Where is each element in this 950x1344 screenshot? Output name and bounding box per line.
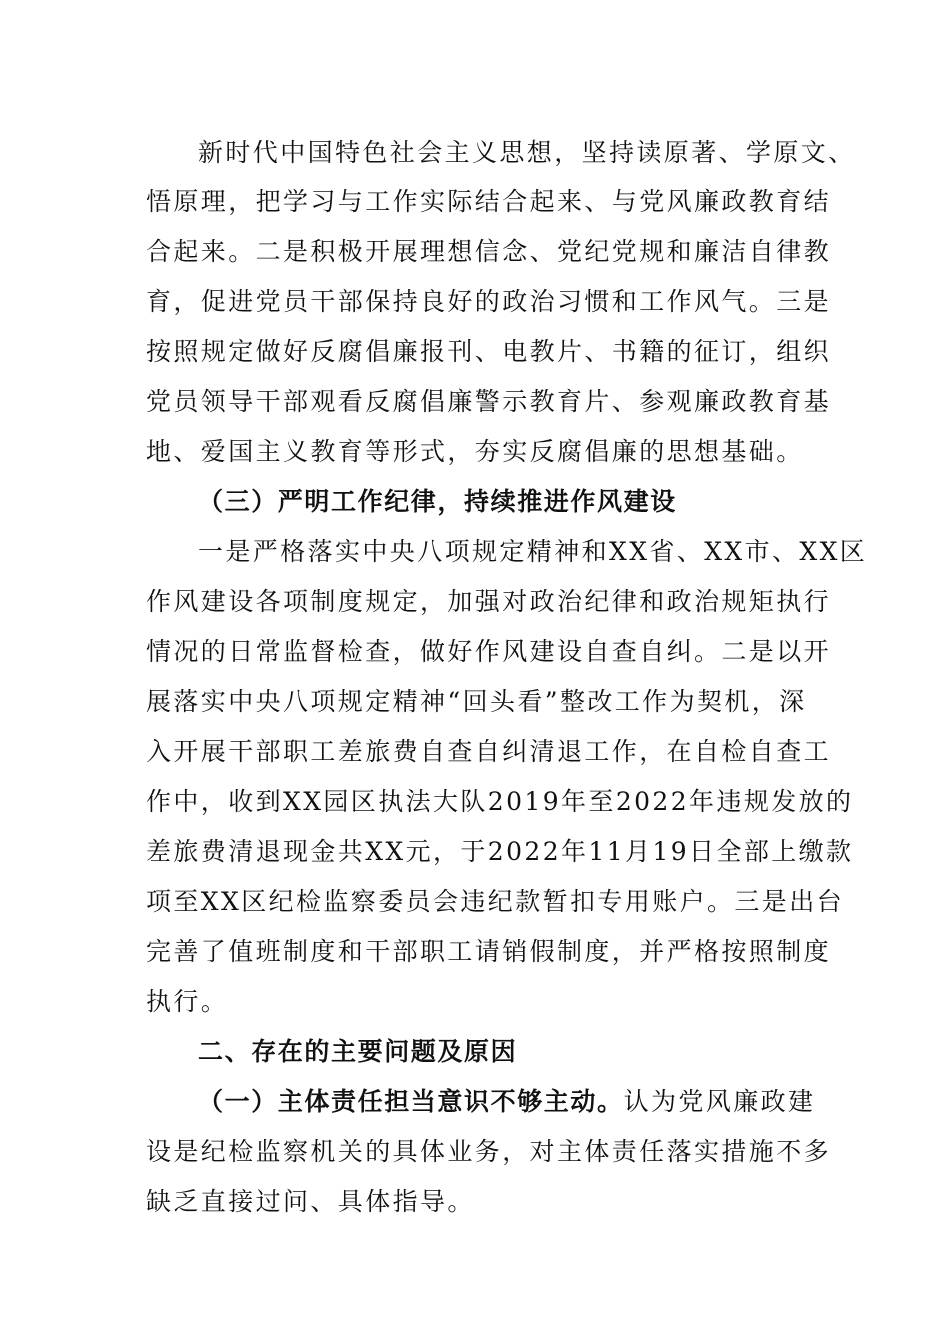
paragraph-line: 地、爱国主义教育等形式，夯实反腐倡廉的思想基础。 (146, 437, 804, 466)
paragraph-line: 项至XX区纪检监察委员会违纪款暂扣专用账户。三是出台 (146, 887, 844, 916)
paragraph-line: 育，促进党员干部保持良好的政治习惯和工作风气。三是 (146, 287, 832, 316)
paragraph-line: 展落实中央八项规定精神“回头看”整改工作为契机，深 (146, 687, 807, 716)
bold-lead-text: （一）主体责任担当意识不够主动。 (198, 1087, 624, 1116)
paragraph-line: 作风建设各项制度规定，加强对政治纪律和政治规矩执行 (146, 587, 832, 616)
paragraph-first-line (198, 1082, 828, 1122)
subsection-heading: （三）严明工作纪律，持续推进作风建设 (198, 487, 677, 516)
paragraph-line: 合起来。二是积极开展理想信念、党纪党规和廉洁自律教 (146, 237, 832, 266)
paragraph-line: 一是严格落实中央八项规定精神和XX省、XX市、XX区 (198, 537, 868, 566)
paragraph-line: 缺乏直接过问、具体指导。 (146, 1187, 475, 1216)
paragraph-line: 执行。 (146, 987, 229, 1016)
paragraph-line: 入开展干部职工差旅费自查自纠清退工作，在自检自查工 (146, 737, 832, 766)
paragraph-line: 完善了值班制度和干部职工请销假制度，并严格按照制度 (146, 937, 832, 966)
paragraph-line: 设是纪检监察机关的具体业务，对主体责任落实措施不多 (146, 1137, 832, 1166)
paragraph-line: 作中，收到XX园区执法大队2019年至2022年违规发放的 (146, 787, 854, 816)
paragraph-text: 认为党风廉政建 (623, 1087, 816, 1116)
section-heading: 二、存在的主要问题及原因 (198, 1037, 518, 1066)
paragraph-line: 差旅费清退现金共XX元，于2022年11月19日全部上缴款 (146, 837, 854, 866)
paragraph-line: 新时代中国特色社会主义思想，坚持读原著、学原文、 (198, 138, 856, 167)
paragraph-line: 悟原理，把学习与工作实际结合起来、与党风廉政教育结 (146, 187, 832, 216)
paragraph-line: 按照规定做好反腐倡廉报刊、电教片、书籍的征订，组织 (146, 337, 832, 366)
paragraph-line: 情况的日常监督检查，做好作风建设自查自纠。二是以开 (146, 637, 832, 666)
paragraph-line: 党员领导干部观看反腐倡廉警示教育片、参观廉政教育基 (146, 387, 832, 416)
